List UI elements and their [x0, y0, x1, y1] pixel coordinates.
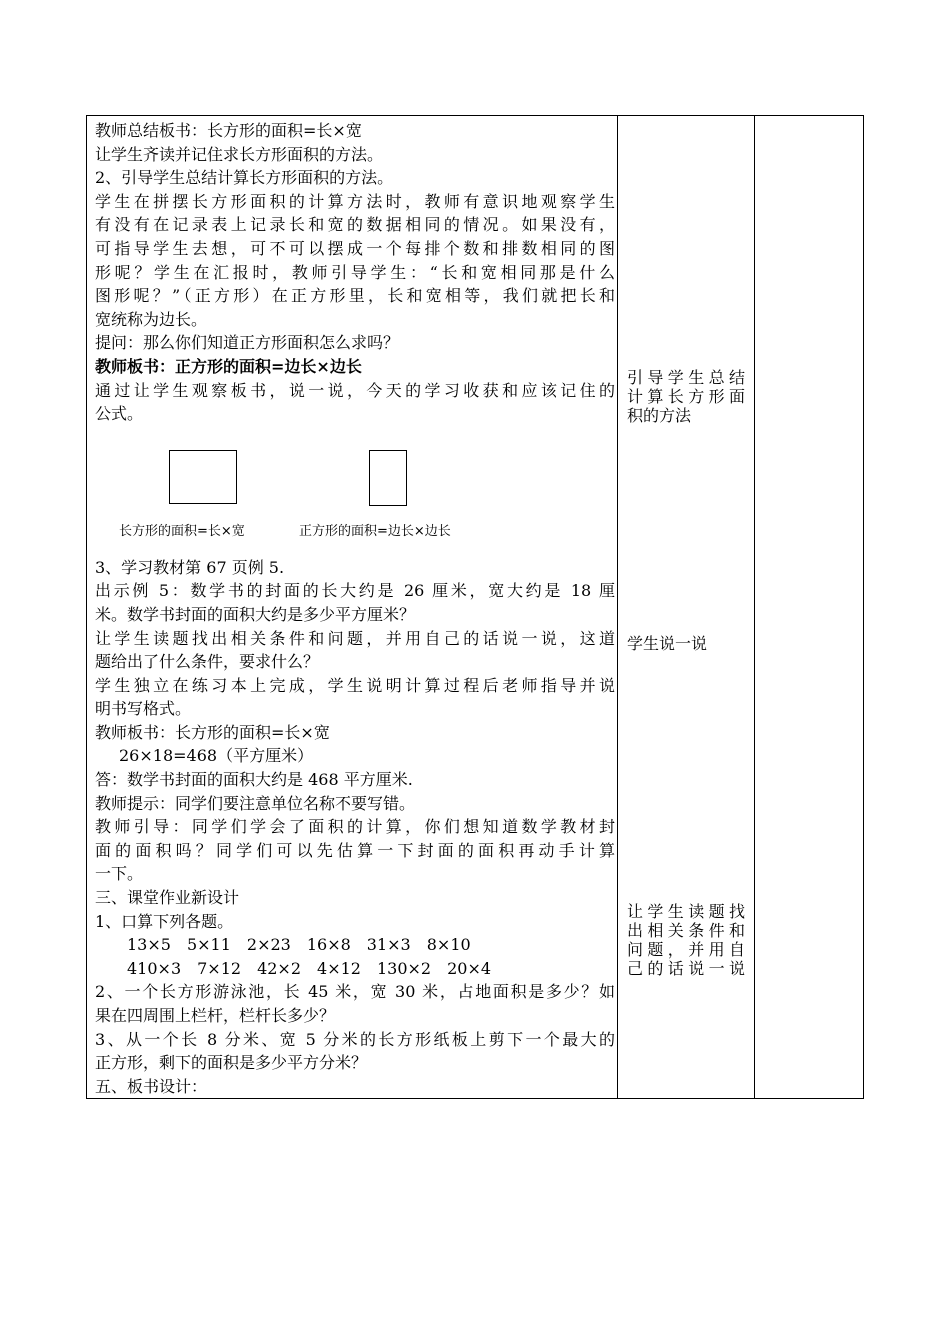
note-line: 问题，并用自 — [627, 940, 745, 959]
text-line: 面的面积吗？同学们可以先估算一下封面的面积再动手计算 — [95, 840, 615, 860]
text-line: 1、口算下列各题。 — [95, 911, 234, 931]
text-line: 2、一个长方形游泳池，长 45 米，宽 30 米，占地面积是多少？如 — [95, 982, 615, 1002]
math-row: 410×3 7×12 42×2 4×12 130×2 20×4 — [127, 958, 492, 978]
text-line: 教师总结板书：长方形的面积=长×宽 — [95, 121, 362, 140]
text-line: 可指导学生去想，可不可以摆成一个每排个数和排数相同的图 — [95, 238, 615, 258]
text-line: 学生独立在练习本上完成，学生说明计算过程后老师指导并说 — [95, 675, 615, 695]
note-line: 积的方法 — [627, 406, 692, 425]
column-divider — [617, 116, 618, 1098]
text-line: 教师引导：同学们学会了面积的计算，你们想知道数学教材封 — [95, 817, 615, 837]
text-line: 3、从一个长 8 分米、宽 5 分米的长方形纸板上剪下一个最大的 — [95, 1029, 615, 1049]
section-heading: 三、课堂作业新设计 — [95, 888, 240, 908]
lesson-content — [95, 119, 615, 1098]
note-line: 出相关条件和 — [627, 921, 745, 940]
column-divider — [754, 116, 755, 1098]
board-formula: 教师板书：正方形的面积=边长×边长 — [95, 356, 362, 376]
text-line: 有没有在记录表上记录长和宽的数据相同的情况。如果没有， — [95, 215, 615, 235]
note-students-speak — [627, 634, 745, 653]
note-line: 计算长方形面 — [627, 387, 745, 406]
note-read-problem — [627, 902, 745, 978]
text-line: 形呢？学生在汇报时，教师引导学生：“长和宽相同那是什么 — [95, 262, 615, 282]
square-caption: 正方形的面积=边长×边长 — [299, 523, 451, 539]
note-line: 己的话说一说 — [627, 959, 745, 978]
text-line: 让学生读题找出相关条件和问题，并用自己的话说一说，这道 — [95, 628, 615, 648]
text-line: 26×18=468（平方厘米） — [119, 746, 314, 766]
text-line: 一下。 — [95, 864, 144, 884]
text-line: 2、引导学生总结计算长方形面积的方法。 — [95, 168, 394, 188]
text-line: 果在四周围上栏杆，栏杆长多少？ — [95, 1006, 336, 1025]
rectangle-caption: 长方形的面积=长×宽 — [119, 523, 245, 539]
note-line: 学生说一说 — [627, 634, 708, 653]
note-summarize-method — [627, 368, 745, 425]
text-line: 公式。 — [95, 404, 144, 424]
math-row: 13×5 5×11 2×23 16×8 31×3 8×10 — [127, 935, 471, 955]
text-line: 宽统称为边长。 — [95, 309, 208, 329]
text-line: 教师提示：同学们要注意单位名称不要写错。 — [95, 793, 416, 813]
text-line: 答：数学书封面的面积大约是 468 平方厘米. — [95, 770, 413, 790]
rectangle-shape — [169, 450, 237, 504]
text-line: 图形呢？”（正方形）在正方形里，长和宽相等，我们就把长和 — [95, 286, 615, 306]
text-line: 学生在拼摆长方形面积的计算方法时，教师有意识地观察学生 — [95, 191, 615, 211]
note-line: 让学生读题找 — [627, 902, 745, 921]
text-line: 让学生齐读并记住求长方形面积的方法。 — [95, 144, 384, 164]
text-line: 通过让学生观察板书，说一说，今天的学习收获和应该记住的 — [95, 380, 615, 400]
text-line: 正方形，剩下的面积是多少平方分米？ — [95, 1053, 368, 1073]
text-line: 出示例 5：数学书的封面的长大约是 26 厘米，宽大约是 18 厘 — [95, 581, 615, 601]
text-line: 教师板书：长方形的面积=长×宽 — [95, 722, 330, 742]
text-line: 题给出了什么条件，要求什么？ — [95, 652, 320, 672]
note-line: 引导学生总结 — [627, 368, 745, 387]
text-line: 提问：那么你们知道正方形面积怎么求吗？ — [95, 333, 400, 353]
text-line: 米。数学书封面的面积大约是多少平方厘米？ — [95, 604, 416, 624]
section-heading: 五、板书设计： — [95, 1076, 208, 1096]
text-line: 明书写格式。 — [95, 699, 192, 719]
shape-figure — [95, 426, 615, 556]
text-line: 3、学习教材第 67 页例 5. — [95, 557, 285, 577]
lesson-table — [86, 115, 864, 1099]
square-shape — [369, 450, 407, 506]
